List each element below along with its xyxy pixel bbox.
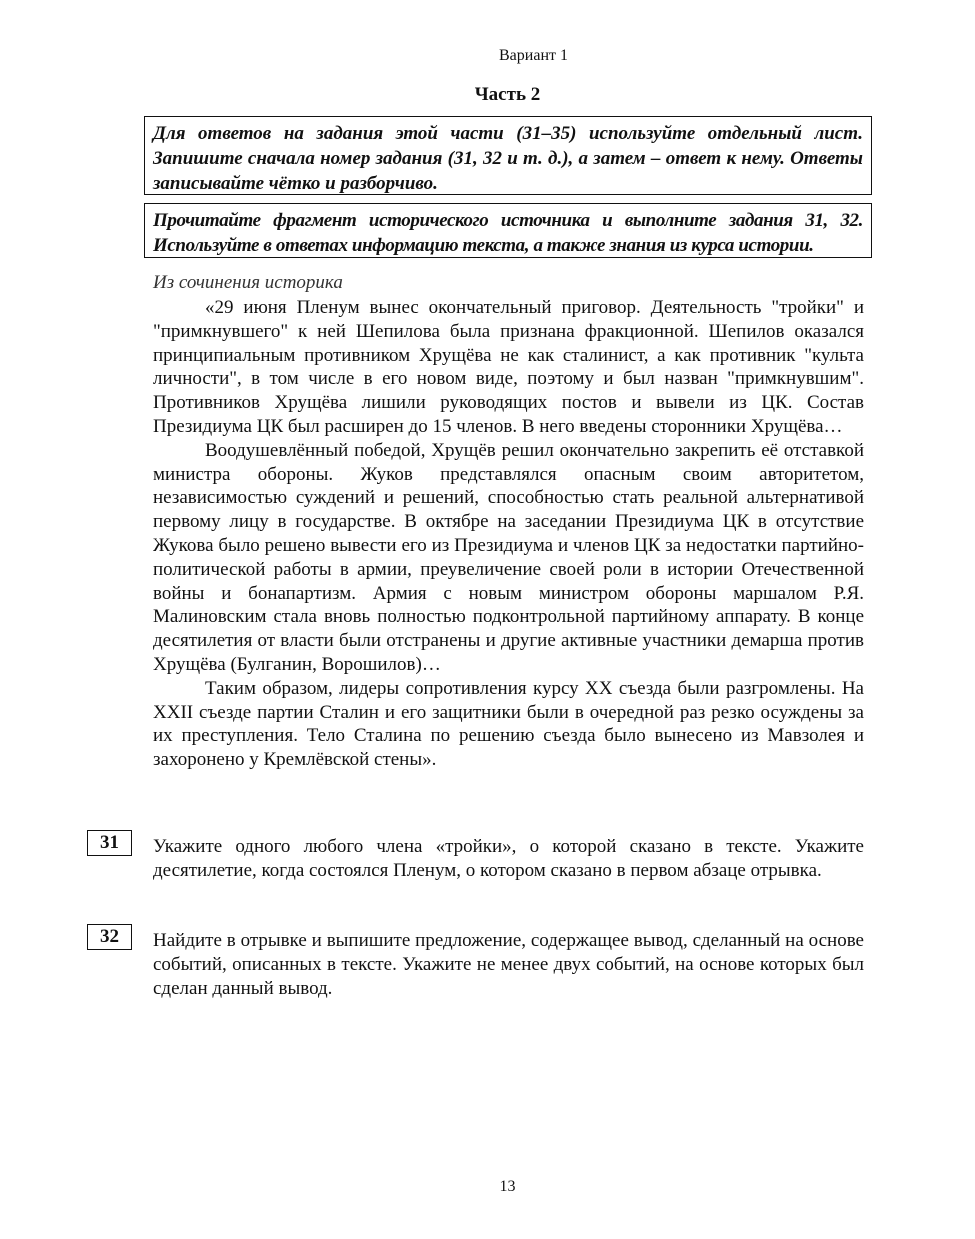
task-number-box: 32 — [87, 924, 132, 950]
part-title: Часть 2 — [474, 84, 541, 105]
instructions-box-answer-sheet: Для ответов на задания этой части (31–35) используйте отдельный лист. Запишите сначала номер задания (31, 32 и т. д.), а затем – ответ к нему. Ответы записывайте чётко и разборчиво. — [144, 116, 872, 195]
page-number: 13 — [499, 1178, 516, 1195]
instructions-box-read-source: Прочитайте фрагмент исторического источника и выполните задания 31, 32. Используйте в ответах информацию текста, а также знания из курса истории. — [144, 203, 872, 258]
task-text: Найдите в отрывке и выпишите предложение, содержащее вывод, сделанный на основе событий, описанных в тексте. Укажите не менее двух событий, на основе которых был сделан данный вывод. — [153, 930, 864, 999]
task-text: Укажите одного любого члена «тройки», о которой сказано в тексте. Укажите десятилетие, когда состоялся Пленум, о котором сказано в первом абзаце отрывка. — [153, 836, 864, 881]
source-paragraph: Воодушевлённый победой, Хрущёв решил окончательно закрепить её отставкой министра обороны. Жуков представлялся опасным своим авторитетом, независимостью суждений и решений, способностью стать реальной альтернативой первому лицу в государстве. В октябре на заседании Президиума ЦК в отсутствие Жукова было решено вывести его из Президиума и членов ЦК за недостатки партийно-политической работы в армии, преувеличение своей роли в истории Отечественной войны и бонапартизм. Армия с новым министром обороны маршалом Р.Я. Малиновским стала вновь полностью подконтрольной партийному аппарату. В конце десятилетия от власти были отстранены и другие активные участники демарша против Хрущёва (Булганин, Ворошилов)… — [153, 439, 864, 675]
source-paragraph: Таким образом, лидеры сопротивления курсу XX съезда были разгромлены. На XXII съезде партии Сталин и его защитники были в очередной раз резко осуждены за их преступления. Тело Сталина по решению съезда было вынесено из Мавзолея и захоронено у Кремлёвской стены». — [153, 677, 864, 771]
variant-header: Вариант 1 — [499, 47, 568, 64]
task-number-box: 31 — [87, 830, 132, 856]
source-caption: Из сочинения историка — [153, 272, 343, 293]
source-paragraph: «29 июня Пленум вынес окончательный приговор. Деятельность "тройки" и "примкнувшего" к ней Шепилова была признана фракционной. Шепилов оказался принципиальным противником Хрущёва не как сталинист, а как противник "культа личности", в том числе в его новом виде, поэтому и был назван "примкнувшим". Противников Хрущёва лишили руководящих постов и вывели из ЦК. Состав Президиума ЦК был расширен до 15 членов. В него введены сторонники Хрущёва… — [153, 297, 864, 437]
source-text — [153, 296, 864, 772]
